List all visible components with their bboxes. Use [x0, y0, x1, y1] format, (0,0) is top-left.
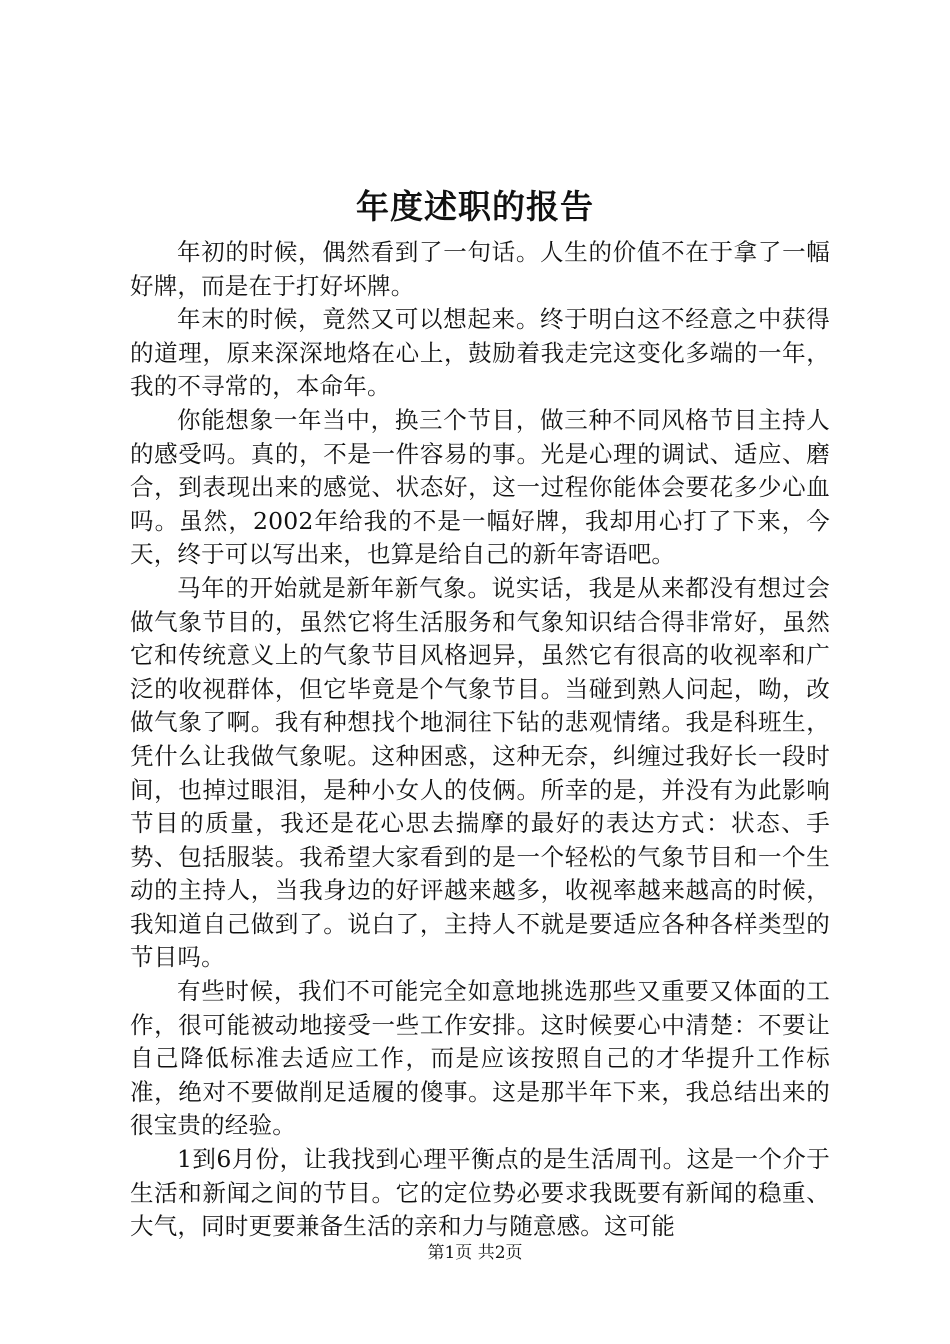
paragraph: 有些时候，我们不可能完全如意地挑选那些又重要又体面的工作，很可能被动地接受一些工作安排。这时候要心中清楚：不要让自己降低标准去适应工作，而是应该按照自己的才华提升工作标准，绝对不要做削足适履的傻事。这是那半年下来，我总结出来的很宝贵的经验。	[130, 977, 830, 1140]
paragraph: 你能想象一年当中，换三个节目，做三种不同风格节目主持人的感受吗。真的，不是一件容易的事。光是心理的调试、适应、磨合，到表现出来的感觉、状态好，这一过程你能体会要花多少心血吗。虽然，2002年给我的不是一幅好牌，我却用心打了下来，今天，终于可以写出来，也算是给自己的新年寄语吧。	[130, 405, 830, 569]
document-body	[130, 236, 830, 1244]
paragraph: 年初的时候，偶然看到了一句话。人生的价值不在于拿了一幅好牌，而是在于打好坏牌。	[130, 238, 830, 300]
document-title: 年度述职的报告	[356, 187, 594, 226]
paragraph: 年末的时候，竟然又可以想起来。终于明白这不经意之中获得的道理，原来深深地烙在心上，鼓励着我走完这变化多端的一年，我的不寻常的，本命年。	[130, 305, 830, 401]
page-footer: 第1页 共2页	[427, 1243, 523, 1263]
paragraph: 马年的开始就是新年新气象。说实话，我是从来都没有想过会做气象节目的，虽然它将生活服务和气象知识结合得非常好，虽然它和传统意义上的气象节目风格迥异，虽然它有很高的收视率和广泛的收视群体，但它毕竟是个气象节目。当碰到熟人问起，呦，改做气象了啊。我有种想找个地洞往下钻的悲观情绪。我是科班生，凭什么让我做气象呢。这种困惑，这种无奈，纠缠过我好长一段时间，也掉过眼泪，是种小女人的伎俩。所幸的是，并没有为此影响节目的质量，我还是花心思去揣摩的最好的表达方式：状态、手势、包括服装。我希望大家看到的是一个轻松的气象节目和一个生动的主持人，当我身边的好评越来越多，收视率越来越高的时候，我知道自己做到了。说白了，主持人不就是要适应各种各样类型的节目吗。	[130, 573, 830, 972]
paragraph: 1到6月份，让我找到心理平衡点的是生活周刊。这是一个介于生活和新闻之间的节目。它的定位势必要求我既要有新闻的稳重、大气，同时更要兼备生活的亲和力与随意感。这可能	[130, 1145, 830, 1241]
